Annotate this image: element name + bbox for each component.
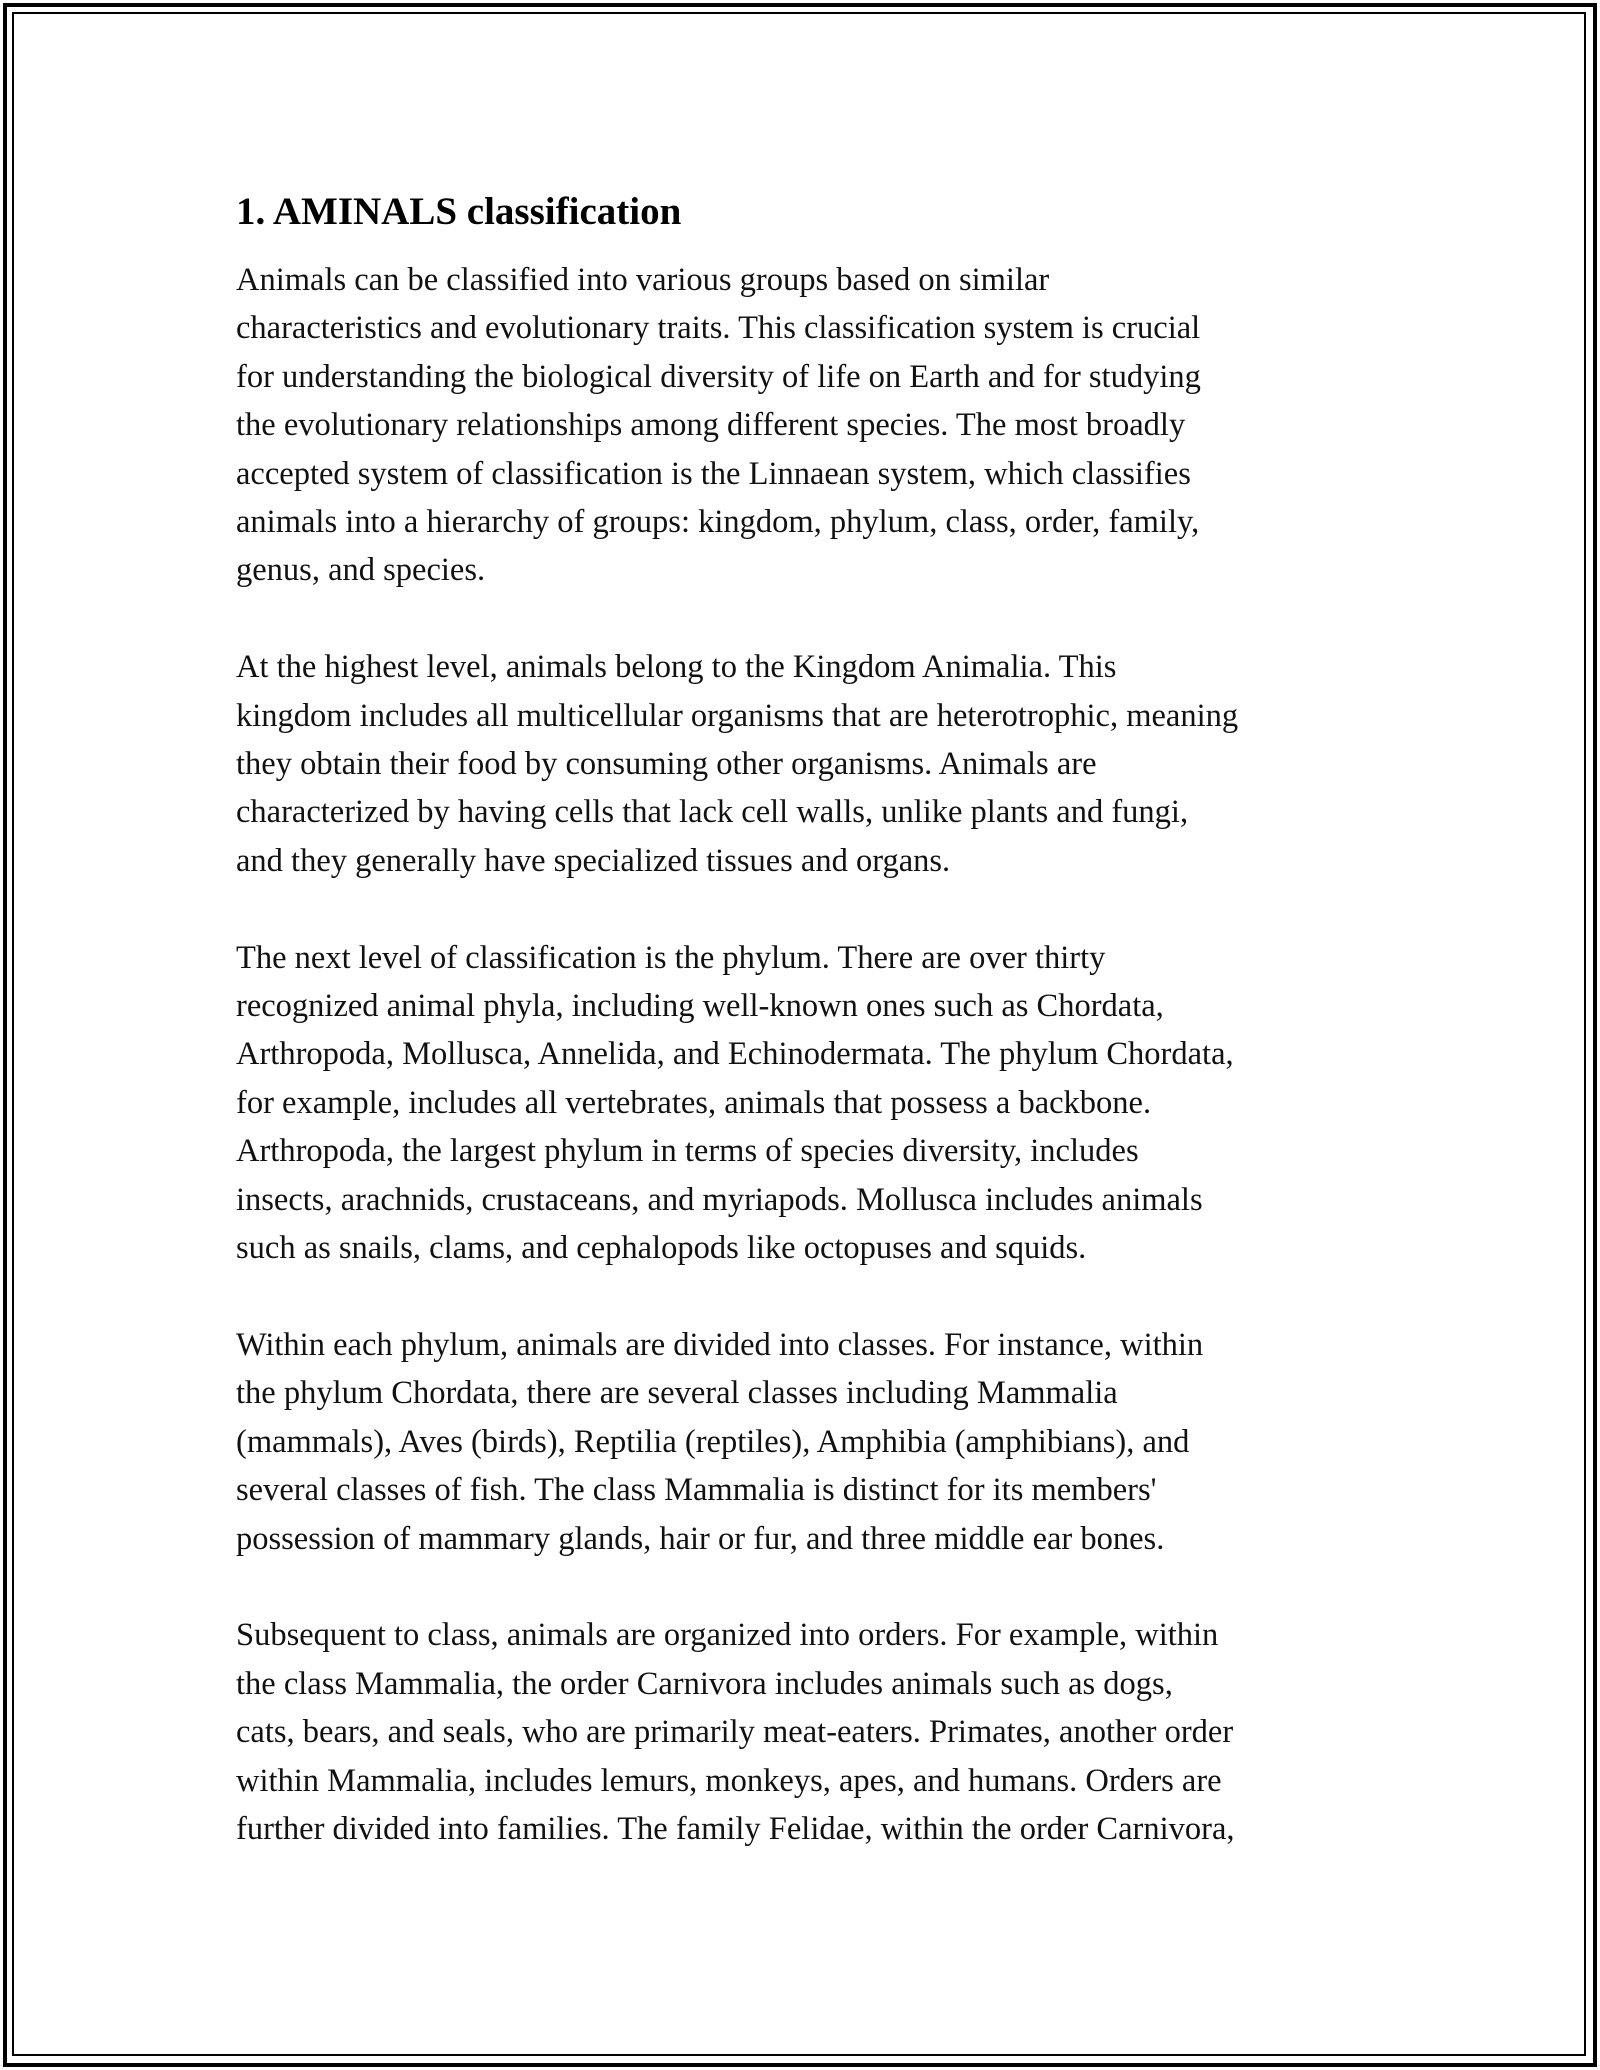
text-line: characteristics and evolutionary traits. This classification system is crucial — [236, 310, 1201, 347]
text-line: recognized animal phyla, including well-known ones such as Chordata, — [236, 988, 1164, 1025]
text-line: the class Mammalia, the order Carnivora includes animals such as dogs, — [236, 1665, 1173, 1702]
text-line: Animals can be classified into various groups based on similar — [236, 262, 1050, 298]
text-line: Subsequent to class, animals are organized into orders. For example, within — [236, 1617, 1219, 1654]
text-line: The next level of classification is the phylum. There are over thirty — [236, 939, 1106, 976]
section-title: 1. AMINALS classification — [236, 190, 682, 233]
paragraph-kingdom — [236, 643, 1376, 885]
text-line: such as snails, clams, and cephalopods like octopuses and squids. — [236, 1230, 1087, 1267]
text-line: further divided into families. The family Felidae, within the order Carnivora, — [236, 1810, 1235, 1847]
text-line: Arthropoda, Mollusca, Annelida, and Echinodermata. The phylum Chordata, — [236, 1036, 1234, 1073]
text-line: the phylum Chordata, there are several classes including Mammalia — [236, 1375, 1118, 1412]
text-line: Arthropoda, the largest phylum in terms of species diversity, includes — [236, 1133, 1139, 1170]
text-line: within Mammalia, includes lemurs, monkeys, apes, and humans. Orders are — [236, 1762, 1222, 1799]
text-line: accepted system of classification is the Linnaean system, which classifies — [236, 455, 1191, 492]
document-body — [236, 186, 1376, 1902]
text-line: for example, includes all vertebrates, animals that possess a backbone. — [236, 1084, 1152, 1121]
text-line: kingdom includes all multicellular organisms that are heterotrophic, meaning — [236, 697, 1239, 734]
paragraph-class — [236, 1321, 1376, 1563]
text-line: (mammals), Aves (birds), Reptilia (reptiles), Amphibia (amphibians), and — [236, 1423, 1190, 1460]
text-line: genus, and species. — [236, 552, 486, 589]
text-line: animals into a hierarchy of groups: kingdom, phylum, class, order, family, — [236, 504, 1200, 541]
text-line: Within each phylum, animals are divided into classes. For instance, within — [236, 1326, 1204, 1363]
text-line: cats, bears, and seals, who are primarily meat-eaters. Primates, another order — [236, 1714, 1234, 1751]
text-line: and they generally have specialized tissues and organs. — [236, 842, 951, 879]
paragraph-order — [236, 1611, 1376, 1853]
paragraph-intro — [236, 256, 1376, 595]
text-line: the evolutionary relationships among different species. The most broadly — [236, 407, 1186, 444]
text-line: several classes of fish. The class Mammalia is distinct for its members' — [236, 1472, 1157, 1509]
text-line: characterized by having cells that lack cell walls, unlike plants and fungi, — [236, 794, 1189, 831]
text-line: they obtain their food by consuming other organisms. Animals are — [236, 746, 1097, 783]
text-line: insects, arachnids, crustaceans, and myriapods. Mollusca includes animals — [236, 1181, 1203, 1218]
paragraph-phylum — [236, 934, 1376, 1273]
text-line: possession of mammary glands, hair or fur, and three middle ear bones. — [236, 1520, 1165, 1557]
text-line: At the highest level, animals belong to the Kingdom Animalia. This — [236, 649, 1117, 686]
text-line: for understanding the biological diversity of life on Earth and for studying — [236, 358, 1201, 395]
